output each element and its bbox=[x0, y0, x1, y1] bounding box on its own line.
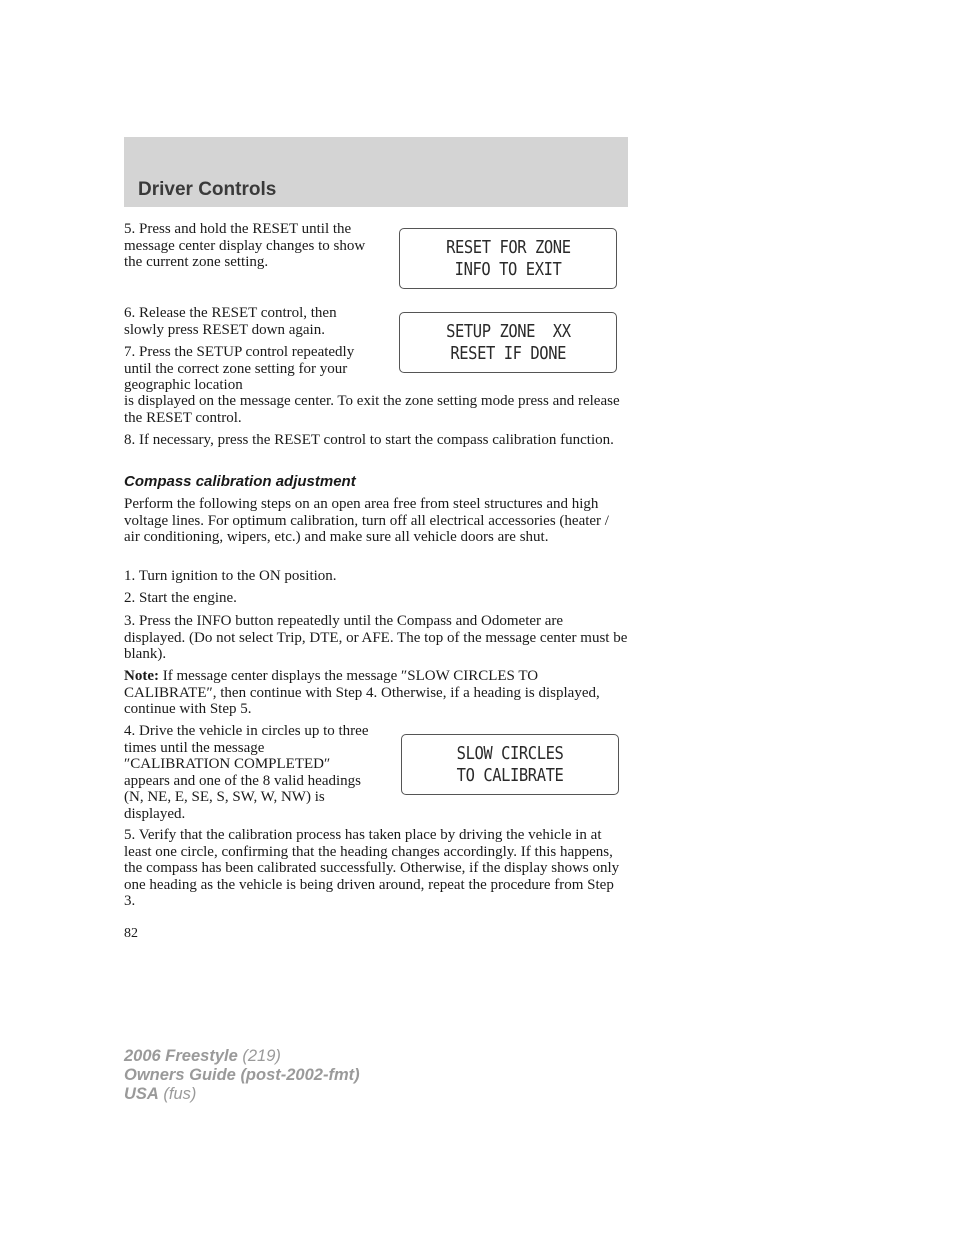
display-line-2: INFO TO EXIT bbox=[454, 258, 562, 280]
calibration-step-3: 3. Press the INFO button repeatedly until the Compass and Odometer are displayed. (Do not select Trip, DTE, or AFE. The top of the message center must be blank). bbox=[124, 613, 628, 662]
footer-market-code: (fus) bbox=[158, 1085, 197, 1103]
footer-market: USA bbox=[124, 1085, 159, 1103]
footer-line-3 bbox=[124, 1085, 360, 1104]
page-number: 82 bbox=[124, 926, 138, 941]
step-7-setup-text: 7. Press the SETUP control repeatedly until the correct zone setting for your geographic location bbox=[124, 344, 355, 393]
display-reset-for-zone bbox=[399, 228, 617, 289]
calibration-heading: Compass calibration adjustment bbox=[124, 473, 356, 490]
footer-line-1 bbox=[124, 1047, 360, 1066]
section-title: Driver Controls bbox=[138, 179, 277, 200]
display-line-2: TO CALIBRATE bbox=[456, 764, 564, 786]
calibration-step-2: 2. Start the engine. bbox=[124, 590, 237, 606]
document-footer bbox=[124, 1047, 360, 1104]
step-6-release-text: 6. Release the RESET control, then slowly press RESET down again. bbox=[124, 305, 337, 338]
note-label: Note: bbox=[124, 668, 159, 684]
calibration-step-4: 4. Drive the vehicle in circles up to three times until the message ″CALIBRATION COMPLETED″ appears and one of the 8 valid headings (N, NE, E, SE, S, SW, W, NW) is displayed. bbox=[124, 723, 369, 822]
calibration-note bbox=[124, 668, 628, 718]
display-line-1: SLOW CIRCLES bbox=[456, 742, 564, 764]
footer-model: 2006 Freestyle bbox=[124, 1047, 238, 1065]
section-header bbox=[124, 137, 628, 207]
display-setup-zone bbox=[399, 312, 617, 373]
calibration-step-1: 1. Turn ignition to the ON position. bbox=[124, 568, 337, 584]
display-line-2: RESET IF DONE bbox=[450, 342, 566, 364]
step-7-continued-text: is displayed on the message center. To exit the zone setting mode press and release the RESET control. bbox=[124, 393, 620, 426]
calibration-step-5: 5. Verify that the calibration process has taken place by driving the vehicle in at least one circle, confirming that the heading changes accordingly. If this happens, the compass has been calibrated successfully. Otherwise, if the display shows only one heading as the vehicle is being driven around, repeat the procedure from Step 3. bbox=[124, 827, 620, 909]
display-line-1: RESET FOR ZONE bbox=[445, 236, 571, 258]
display-slow-circles bbox=[401, 734, 619, 795]
footer-line-2: Owners Guide (post-2002-fmt) bbox=[124, 1066, 360, 1084]
footer-model-code: (219) bbox=[237, 1047, 281, 1065]
calibration-intro: Perform the following steps on an open area free from steel structures and high voltage lines. For optimum calibration, turn off all electrical accessories (heater / air conditioning, wipers, etc.) and make sure all vehicle doors are shut. bbox=[124, 496, 609, 545]
display-line-1: SETUP ZONE XX bbox=[445, 320, 571, 342]
note-text: If message center displays the message ″SLOW CIRCLES TO CALIBRATE″, then continue with Step 4. Otherwise, if a heading is displayed, continue with Step 5. bbox=[124, 668, 600, 717]
step-8-text: 8. If necessary, press the RESET control to start the compass calibration function. bbox=[124, 432, 614, 448]
step-5-reset-text: 5. Press and hold the RESET until the message center display changes to show the current zone setting. bbox=[124, 221, 366, 270]
